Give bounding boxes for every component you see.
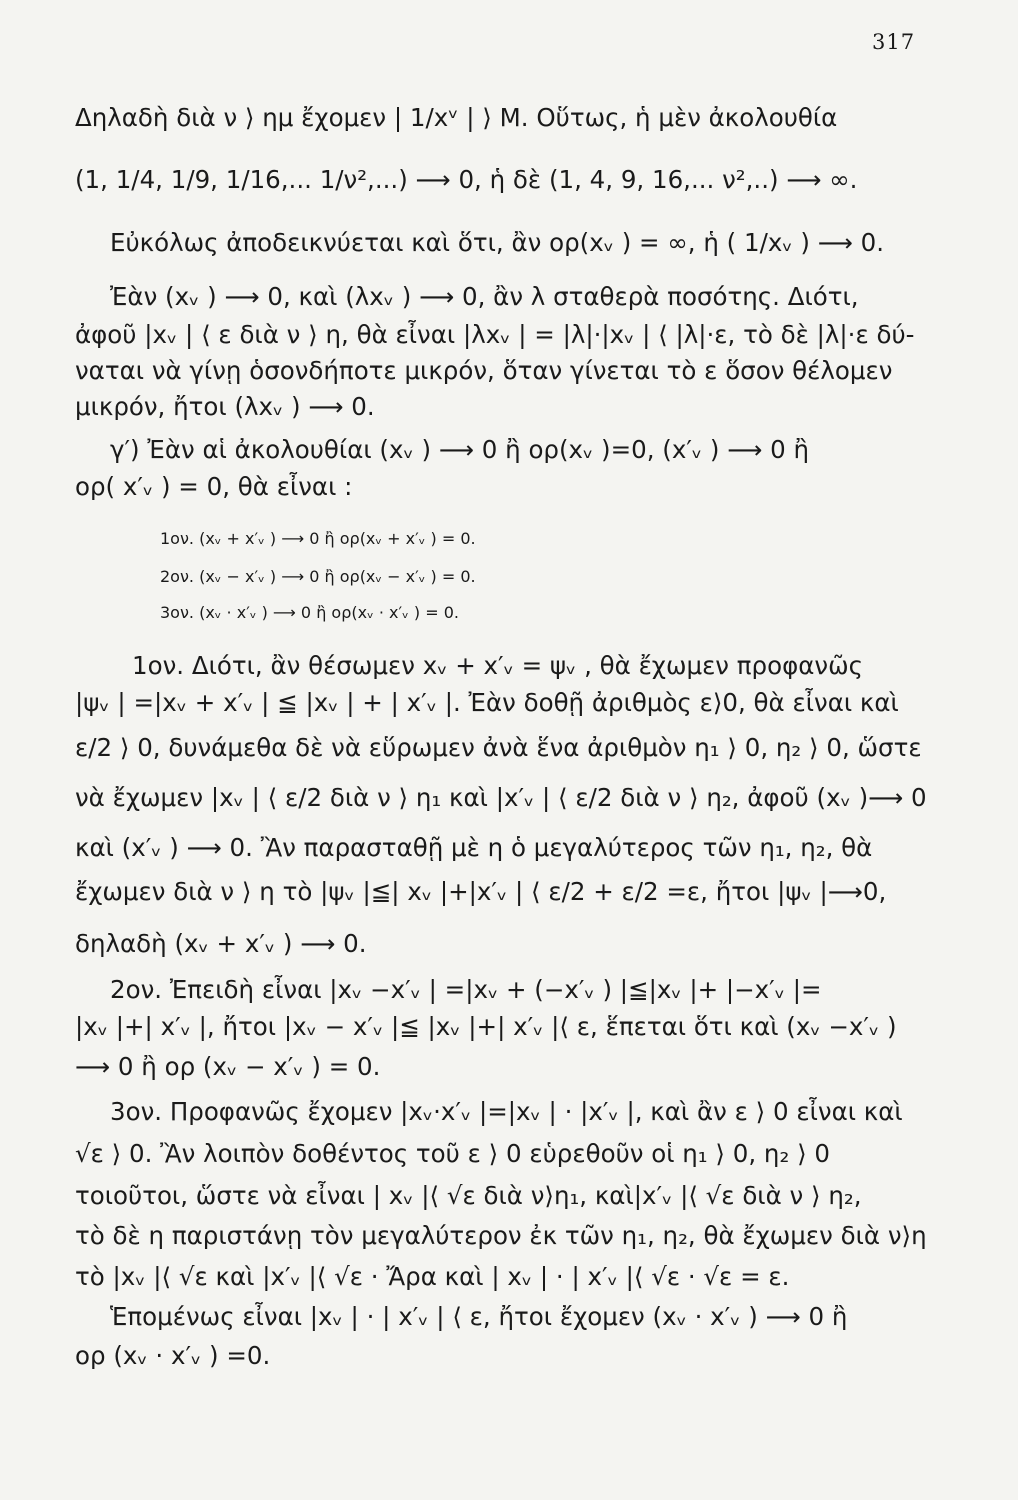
text-line: Εὐκόλως ἀποδεικνύεται καὶ ὅτι, ἂν ορ(xᵥ ) = ∞, ἡ ( 1/xᵥ ) ⟶ 0.: [110, 228, 884, 257]
text-line: μικρόν, ἤτοι (λxᵥ ) ⟶ 0.: [75, 392, 375, 421]
text-line: ορ (xᵥ · x′ᵥ ) =0.: [75, 1341, 271, 1370]
text-line: 1ον. Διότι, ἂν θέσωμεν xᵥ + x′ᵥ = ψᵥ , θὰ ἔχωμεν προφανῶς: [132, 651, 863, 680]
text-line: |ψᵥ | =|xᵥ + x′ᵥ | ≦ |xᵥ | + | x′ᵥ |. Ἐὰν δοθῇ ἀριθμὸς ε⟩0, θὰ εἶναι καὶ: [75, 688, 899, 717]
text-line: τὸ δὲ η παριστάνῃ τὸν μεγαλύτερον ἐκ τῶν η₁, η₂, θὰ ἔχωμεν διὰ ν⟩η: [75, 1221, 927, 1250]
text-line: ⟶ 0 ἢ ορ (xᵥ − x′ᵥ ) = 0.: [75, 1052, 381, 1081]
text-line: 3ον. (xᵥ · x′ᵥ ) ⟶ 0 ἢ ορ(xᵥ · x′ᵥ ) = 0.: [160, 603, 459, 622]
text-line: 2ον. (xᵥ − x′ᵥ ) ⟶ 0 ἢ ορ(xᵥ − x′ᵥ ) = 0.: [160, 567, 476, 586]
text-line: (1, 1/4, 1/9, 1/16,... 1/ν²,...) ⟶ 0, ἡ δὲ (1, 4, 9, 16,... ν²,..) ⟶ ∞.: [75, 165, 858, 194]
text-line: 1ον. (xᵥ + x′ᵥ ) ⟶ 0 ἢ ορ(xᵥ + x′ᵥ ) = 0.: [160, 529, 476, 548]
text-line: ναται νὰ γίνῃ ὁσονδήποτε μικρόν, ὅταν γίνεται τὸ ε ὅσον θέλομεν: [75, 356, 893, 385]
text-line: ἀφοῦ |xᵥ | ⟨ ε διὰ ν ⟩ η, θὰ εἶναι |λxᵥ | = |λ|·|xᵥ | ⟨ |λ|·ε, τὸ δὲ |λ|·ε δύ-: [75, 320, 915, 349]
text-line: Δηλαδὴ διὰ ν ⟩ ημ ἔχομεν | 1/xᵛ | ⟩ Μ. Οὕτως, ἡ μὲν ἀκολουθία: [75, 103, 838, 132]
text-line: Ἑπομένως εἶναι |xᵥ | · | x′ᵥ | ⟨ ε, ἤτοι ἔχομεν (xᵥ · x′ᵥ ) ⟶ 0 ἢ: [110, 1302, 848, 1331]
text-line: ἔχωμεν διὰ ν ⟩ η τὸ |ψᵥ |≦| xᵥ |+|x′ᵥ | ⟨ ε/2 + ε/2 =ε, ἤτοι |ψᵥ |⟶0,: [75, 877, 887, 906]
text-line: τοιοῦτοι, ὥστε νὰ εἶναι | xᵥ |⟨ √ε διὰ ν⟩η₁, καὶ|x′ᵥ |⟨ √ε διὰ ν ⟩ η₂,: [75, 1181, 862, 1210]
text-line: δηλαδὴ (xᵥ + x′ᵥ ) ⟶ 0.: [75, 929, 367, 958]
text-line: τὸ |xᵥ |⟨ √ε καὶ |x′ᵥ |⟨ √ε · Ἄρα καὶ | xᵥ | · | x′ᵥ |⟨ √ε · √ε = ε.: [75, 1262, 790, 1291]
text-line: 2ον. Ἐπειδὴ εἶναι |xᵥ −x′ᵥ | =|xᵥ + (−x′ᵥ ) |≦|xᵥ |+ |−x′ᵥ |=: [110, 975, 822, 1004]
text-line: |xᵥ |+| x′ᵥ |, ἤτοι |xᵥ − x′ᵥ |≦ |xᵥ |+| x′ᵥ |⟨ ε, ἕπεται ὅτι καὶ (xᵥ −x′ᵥ ): [75, 1012, 897, 1041]
text-line: ε/2 ⟩ 0, δυνάμεθα δὲ νὰ εὕρωμεν ἀνὰ ἕνα ἀριθμὸν η₁ ⟩ 0, η₂ ⟩ 0, ὥστε: [75, 733, 922, 762]
text-line: ορ( x′ᵥ ) = 0, θὰ εἶναι :: [75, 472, 353, 501]
text-line: νὰ ἔχωμεν |xᵥ | ⟨ ε/2 διὰ ν ⟩ η₁ καὶ |x′ᵥ | ⟨ ε/2 διὰ ν ⟩ η₂, ἀφοῦ (xᵥ )⟶ 0: [75, 783, 927, 812]
text-line: καὶ (x′ᵥ ) ⟶ 0. Ἂν παρασταθῇ μὲ η ὁ μεγαλύτερος τῶν η₁, η₂, θὰ: [75, 833, 873, 862]
text-line: Ἐὰν (xᵥ ) ⟶ 0, καὶ (λxᵥ ) ⟶ 0, ἂν λ σταθερὰ ποσότης. Διότι,: [110, 282, 859, 311]
text-line: 3ον. Προφανῶς ἔχομεν |xᵥ·x′ᵥ |=|xᵥ | · |x′ᵥ |, καὶ ἂν ε ⟩ 0 εἶναι καὶ: [110, 1097, 903, 1126]
text-line: √ε ⟩ 0. Ἂν λοιπὸν δοθέντος τοῦ ε ⟩ 0 εὑρεθοῦν οἱ η₁ ⟩ 0, η₂ ⟩ 0: [75, 1139, 831, 1168]
text-line: γ′) Ἐὰν αἱ ἀκολουθίαι (xᵥ ) ⟶ 0 ἢ ορ(xᵥ )=0, (x′ᵥ ) ⟶ 0 ἢ: [110, 435, 810, 464]
page-number: 317: [872, 30, 916, 54]
